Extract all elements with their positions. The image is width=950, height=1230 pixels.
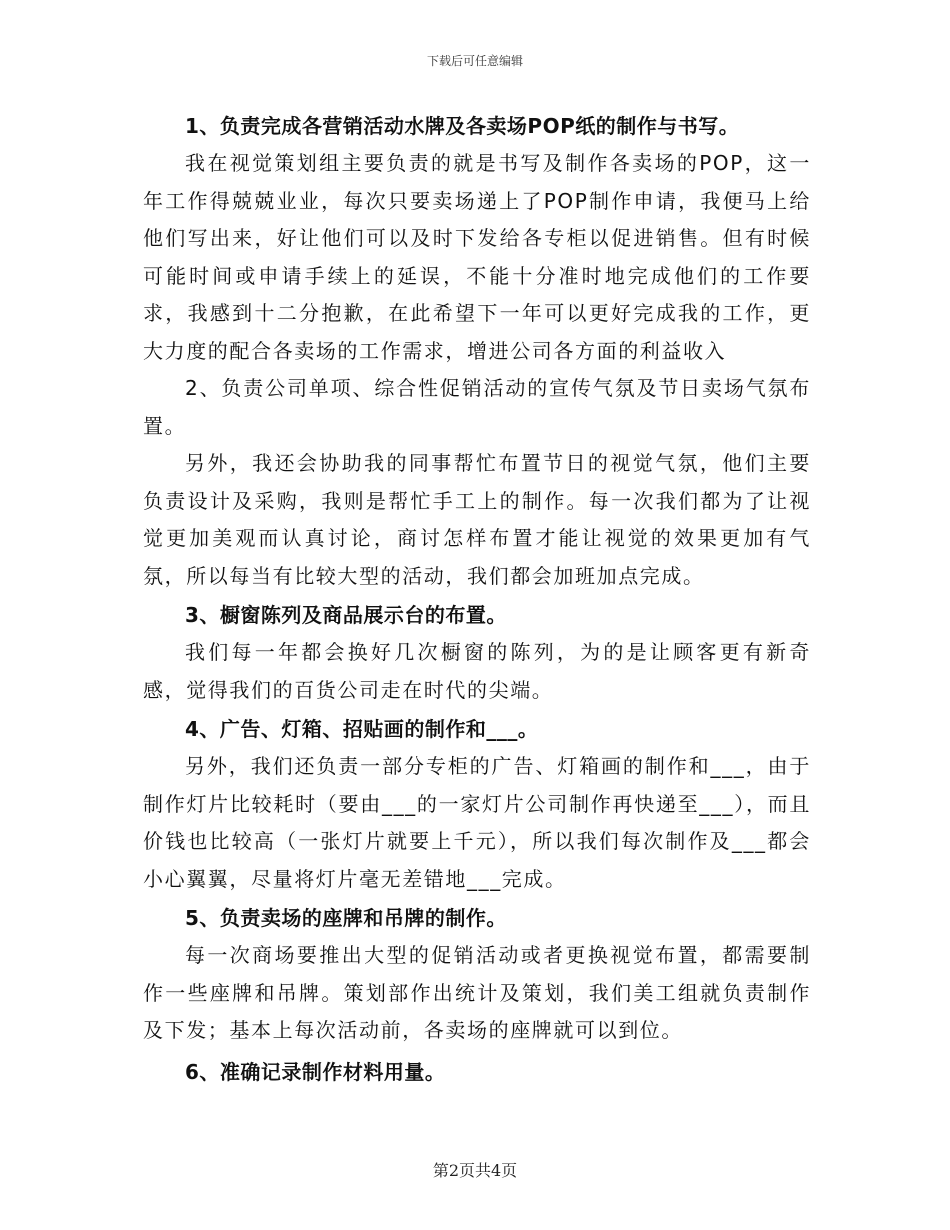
paragraph-advertising: 另外，我们还负责一部分专柜的广告、灯箱画的制作和___，由于制作灯片比较耗时（要由___的一家灯片公司制作再快递至___），而且价钱也比较高（一张灯片就要上千元），所以我们每次制作及___都会小心翼翼，尽量将灯片毫无差错地___完成。 <box>143 754 811 891</box>
paragraph-atmosphere: 另外，我还会协助我的同事帮忙布置节日的视觉气氛，他们主要负责设计及采购，我则是帮忙手工上的制作。每一次我们都为了让视觉更加美观而认真讨论，商讨怎样布置才能让视觉的效果更加有气氛，所以每当有比较大型的活动，我们都会加班加点完成。 <box>143 451 811 588</box>
section-heading-6: 6、准确记录制作材料用量。 <box>185 1059 446 1084</box>
paragraph-signage: 每一次商场要推出大型的促销活动或者更换视觉布置，都需要制作一些座牌和吊牌。策划部作出统计及策划，我们美工组就负责制作及下发；基本上每次活动前，各卖场的座牌就可以到位。 <box>143 943 811 1042</box>
page-number: 第2页共4页 <box>432 1161 518 1180</box>
page-header: 下载后可任意编辑 <box>426 54 523 68</box>
paragraph-window-display: 我们每一年都会换好几次橱窗的陈列，为的是让顾客更有新奇感，觉得我们的百货公司走在时代的尖端。 <box>143 640 811 702</box>
document-body <box>143 108 811 1091</box>
section-heading-5: 5、负责卖场的座牌和吊牌的制作。 <box>185 906 507 930</box>
section-heading-4: 4、广告、灯箱、招贴画的制作和___。 <box>185 717 539 741</box>
section-heading-3: 3、橱窗陈列及商品展示台的布置。 <box>185 603 507 627</box>
section-heading-1: 1、负责完成各营销活动水牌及各卖场POP纸的制作与书写。 <box>185 114 740 138</box>
paragraph-pop: 我在视觉策划组主要负责的就是书写及制作各卖场的POP，这一年工作得兢兢业业，每次只要卖场递上了POP制作申请，我便马上给他们写出来，好让他们可以及时下发给各专柜以促进销售。但有时候可能时间或申请手续上的延误，不能十分准时地完成他们的工作要求，我感到十二分抱歉，在此希望下一年可以更好完成我的工作，更大力度的配合各卖场的工作需求，增进公司各方面的利益收入 <box>143 151 811 363</box>
section-heading-2: 2、负责公司单项、综合性促销活动的宣传气氛及节日卖场气氛布置。 <box>143 376 811 438</box>
